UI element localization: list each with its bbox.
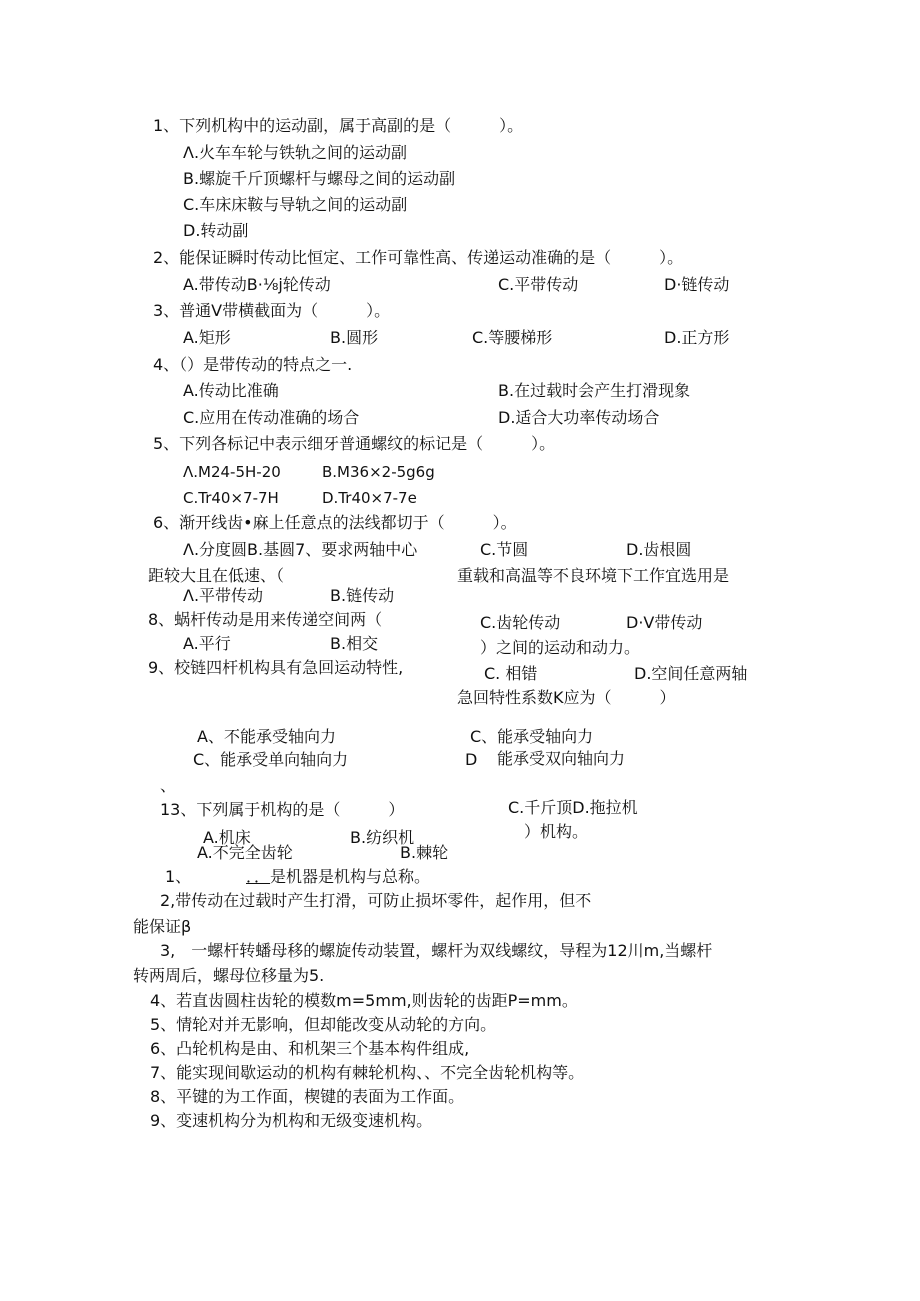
q9-stem: 9、校链四杆机构具有急回运动特性, (148, 658, 404, 677)
qx-option-c1: C、能承受轴向力 (470, 727, 594, 746)
q8-option-c: C. 相错 (484, 664, 538, 683)
q1-stem: 1、下列机构中的运动副，属于高副的是（ ）。 (153, 116, 524, 135)
q13-option-a: A.机床 (203, 828, 251, 847)
q3-stem: 3、普通V带横截面为（ ）。 (153, 301, 391, 320)
q13-option-b: B.纺织机 (350, 828, 415, 847)
fill-1-number: 1、 (165, 867, 192, 886)
q7-option-d: D·V带传动 (626, 613, 703, 632)
q3-option-a: A.矩形 (183, 328, 231, 347)
q8-option-d: D.空间任意两轴 (634, 664, 748, 683)
q5-option-c: C.Tr40×7-7H (183, 489, 279, 507)
q2-option-c: C.平带传动 (498, 275, 579, 294)
fill-1-blank: ．． (246, 867, 271, 886)
q8-stem-right: ）之间的运动和动力。 (480, 638, 641, 657)
q5-option-a: Λ.M24-5H-20 (183, 463, 281, 481)
q7-option-c: C.齿轮传动 (480, 613, 561, 632)
q5-option-d: D.Tr40×7-7e (322, 489, 417, 507)
q8-option-a: A.平行 (183, 634, 231, 653)
q14-option-a: A.不完全齿轮 (197, 843, 293, 862)
qx-option-d-letter: D (465, 750, 478, 769)
fill-7: 7、能实现间歇运动的机构有棘轮机构、、不完全齿轮机构等。 (150, 1063, 585, 1082)
fill-6: 6、凸轮机构是由、和机架三个基本构件组成, (150, 1039, 470, 1058)
q3-option-c: C.等腰梯形 (472, 328, 553, 347)
fill-2-line-2: 能保证β (133, 917, 192, 936)
q7-option-a: Λ.平带传动 (183, 586, 264, 605)
fill-3-line-1: 3, 一螺杆转蟠母移的螺旋传动装置，螺杆为双线螺纹，导程为12川m,当螺杆 (160, 941, 713, 960)
q13-option-cd: C.千斤顶D.拖拉机 (508, 798, 638, 817)
qx-option-d: 能承受双向轴向力 (497, 749, 626, 768)
q5-stem: 5、下列各标记中表示细牙普通螺纹的标记是（ ）。 (153, 434, 556, 453)
q7-stem-right: 重载和高温等不良环境下工作宜选用是 (457, 566, 730, 585)
q8-stem-left: 8、蜗杆传动是用来传递空间两（ (148, 610, 383, 629)
q2-option-d: D·链传动 (664, 275, 730, 294)
q13-stem: 13、下列属于机构的是（ ） (160, 800, 405, 819)
qx-option-a: A、不能承受轴向力 (197, 727, 336, 746)
q6-option-d: D.齿根圆 (626, 540, 692, 559)
q6-option-ab: Λ.分度圆B.基圆7、要求两轴中心 (183, 540, 418, 559)
q6-stem: 6、渐开线齿•麻上任意点的法线都切于（ ）。 (153, 513, 517, 532)
qx-option-c2: C、能承受单向轴向力 (193, 750, 349, 769)
q4-option-c: C.应用在传动准确的场合 (183, 408, 360, 427)
q4-option-d: D.适合大功率传动场合 (498, 408, 660, 427)
q7-option-b: B.链传动 (330, 586, 395, 605)
fill-9: 9、变速机构分为机构和无级变速机构。 (150, 1111, 433, 1130)
q2-stem: 2、能保证瞬时传动比恒定、工作可靠性高、传递运动准确的是（ ）。 (153, 248, 684, 267)
q7-stem-left: 距较大且在低速、（ (148, 566, 285, 585)
fill-4: 4、若直齿圆柱齿轮的模数m=5mm,则齿轮的齿距P=mm。 (150, 991, 578, 1010)
fill-5: 5、情轮对并无影响，但却能改变从动轮的方向。 (150, 1015, 497, 1034)
q5-option-b: B.M36×2-5g6g (322, 463, 435, 481)
q3-option-d: D.正方形 (664, 328, 730, 347)
q2-option-ab: A.带传动B·⅛j轮传动 (183, 275, 331, 294)
q4-option-a: A.传动比准确 (183, 381, 279, 400)
q6-option-c: C.节圆 (480, 540, 529, 559)
fill-1-text: 是机器是机构与总称。 (270, 867, 431, 886)
q1-option-a: Λ.火车车轮与铁轨之间的运动副 (183, 143, 408, 162)
q1-option-d: D.转动副 (183, 221, 249, 240)
q13-cut-right: ）机构。 (524, 822, 589, 841)
fill-3-line-2: 转两周后，螺母位移量为5. (133, 966, 325, 985)
q14-option-b: B.棘轮 (400, 843, 449, 862)
fill-2-line-1: 2,带传动在过载时产生打滑，可防止损坏零件，起作用，但不 (160, 891, 592, 910)
fill-8: 8、平键的为工作面，楔键的表面为工作面。 (150, 1087, 465, 1106)
q9-cut-line: 急回特性系数K应为（ ） (457, 688, 676, 707)
q4-stem: 4、（）是带传动的特点之一. (153, 355, 353, 374)
q1-option-c: C.车床床鞍与导轨之间的运动副 (183, 195, 408, 214)
q8-option-b: B.相交 (330, 634, 379, 653)
q1-option-b: B.螺旋千斤顶螺杆与螺母之间的运动副 (183, 169, 456, 188)
qx-mark: 、 (160, 776, 177, 795)
q3-option-b: B.圆形 (330, 328, 379, 347)
q4-option-b: B.在过载时会产生打滑现象 (498, 381, 691, 400)
